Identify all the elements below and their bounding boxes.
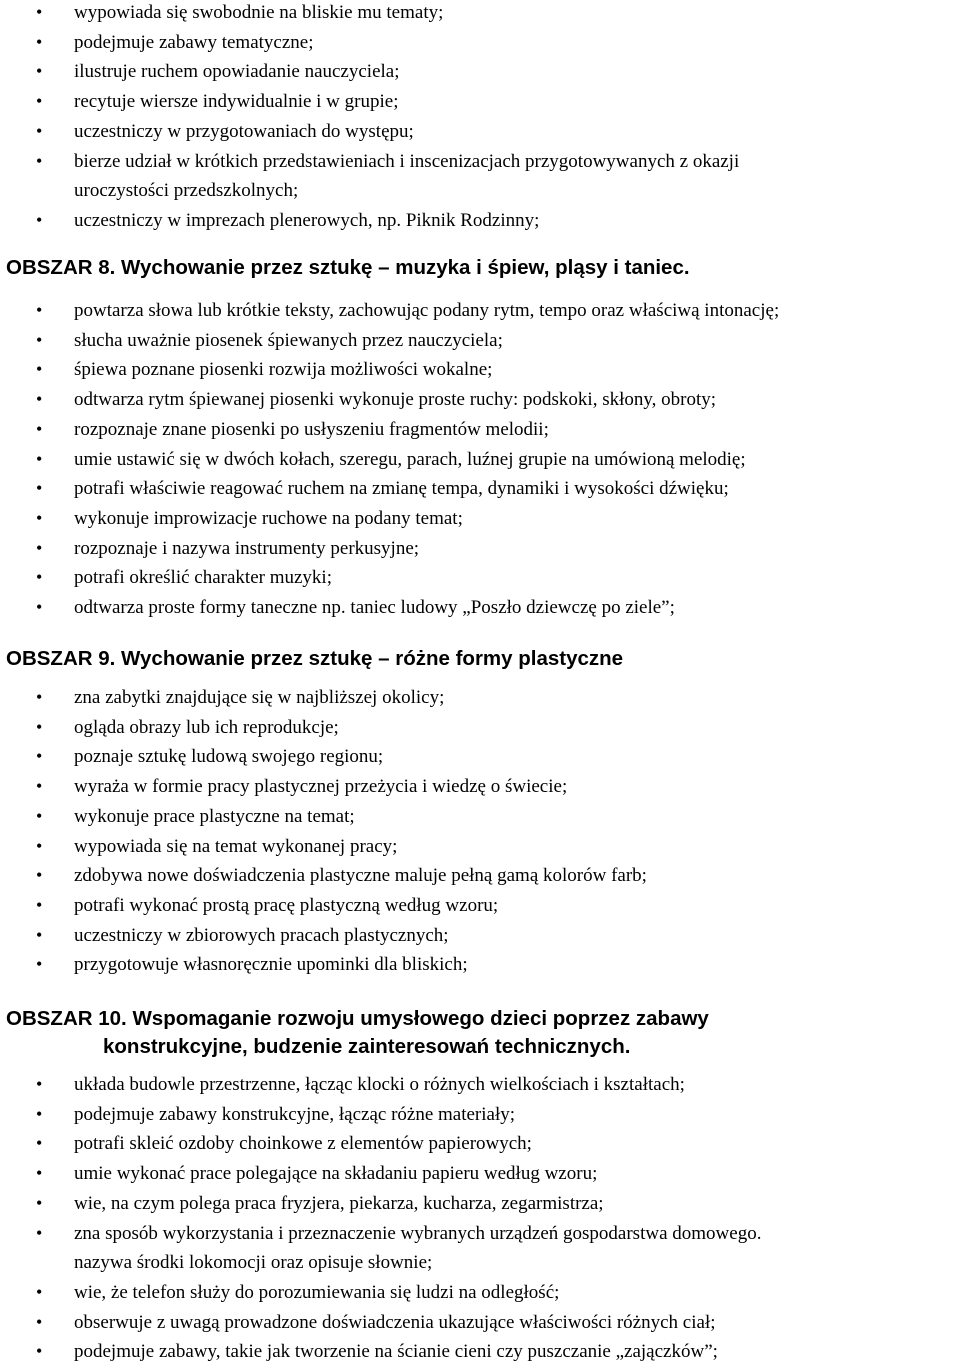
bullet-icon: • (36, 1311, 43, 1332)
list-item-text: potrafi wykonać prostą pracę plastyczną według wzoru; (74, 894, 499, 916)
bullet-icon: • (36, 746, 43, 767)
list-item (0, 385, 779, 415)
bullet-list-obszar-9 (0, 683, 647, 980)
bullet-icon: • (36, 2, 43, 22)
bullet-icon: • (36, 1281, 43, 1302)
list-item-text: recytuje wiersze indywidualnie i w grupie; (74, 91, 399, 113)
list-item-text: rozpoznaje i nazywa instrumenty perkusyjne; (74, 537, 420, 559)
list-item (0, 1189, 761, 1219)
list-item (0, 802, 647, 832)
bullet-icon: • (36, 478, 43, 499)
list-item (0, 921, 647, 951)
list-item-text: wie, że telefon służy do porozumiewania się ludzi na odległość; (74, 1281, 560, 1303)
list-item-text: śpiewa poznane piosenki rozwija możliwości wokalne; (74, 359, 493, 381)
list-item (0, 861, 647, 891)
section-heading-line: OBSZAR 10. Wspomaganie rozwoju umysłowego dzieci poprzez zabawy (6, 1007, 709, 1030)
bullet-icon: • (36, 1341, 43, 1362)
bullet-icon: • (36, 91, 43, 112)
list-item (0, 593, 779, 623)
list-item-text: rozpoznaje znane piosenki po usłyszeniu fragmentów melodii; (74, 418, 549, 440)
bullet-icon: • (36, 120, 43, 141)
list-item-text: umie wykonać prace polegające na składaniu papieru według wzoru; (74, 1163, 598, 1185)
bullet-icon: • (36, 894, 43, 915)
list-item-text: uroczystości przedszkolnych; (74, 180, 299, 202)
bullet-icon: • (36, 1074, 43, 1094)
list-item-text: podejmuje zabawy tematyczne; (74, 31, 314, 53)
bullet-icon: • (36, 835, 43, 856)
bullet-icon: • (36, 567, 43, 588)
list-item (0, 1337, 761, 1367)
list-item-text: ogląda obrazy lub ich reprodukcje; (74, 716, 339, 738)
list-item (0, 296, 779, 326)
list-item-text: potrafi skleić ozdoby choinkowe z elementów papierowych; (74, 1133, 532, 1155)
section-heading-obszar-9: OBSZAR 9. Wychowanie przez sztukę – różne formy plastyczne (6, 647, 624, 670)
list-item-text: podejmuje zabawy, takie jak tworzenie na ścianie cieni czy puszczanie „zajączków”; (74, 1341, 718, 1363)
bullet-list-obszar-8 (0, 296, 779, 623)
list-item-text: wyraża w formie pracy plastycznej przeżycia i wiedzę o świecie; (74, 776, 568, 798)
list-item-text: uczestniczy w zbiorowych pracach plastycznych; (74, 924, 449, 946)
list-item (0, 950, 647, 980)
list-item-text: uczestniczy w imprezach plenerowych, np. Piknik Rodzinny; (74, 209, 540, 231)
list-item (0, 891, 647, 921)
list-item-text: potrafi określić charakter muzyki; (74, 567, 332, 589)
bullet-icon: • (36, 150, 43, 171)
list-item (0, 415, 779, 445)
list-item (0, 474, 779, 504)
bullet-icon: • (36, 418, 43, 439)
section-heading-line: konstrukcyjne, budzenie zainteresowań technicznych. (103, 1035, 631, 1058)
list-item (0, 563, 779, 593)
list-item-text: potrafi właściwie reagować ruchem na zmianę tempa, dynamiki i wysokości dźwięku; (74, 478, 729, 500)
list-item-text: zdobywa nowe doświadczenia plastyczne maluje pełną gamą kolorów farb; (74, 865, 647, 887)
list-item (0, 1308, 761, 1338)
bullet-icon: • (36, 209, 43, 230)
list-item (0, 1070, 761, 1100)
list-item-text: ilustruje ruchem opowiadanie nauczyciela; (74, 61, 400, 83)
bullet-icon: • (36, 597, 43, 618)
list-item (0, 1129, 761, 1159)
list-item (0, 28, 739, 58)
list-item-text: zna zabytki znajdujące się w najbliższej okolicy; (74, 687, 445, 708)
bullet-icon: • (36, 954, 43, 975)
list-item-text: umie ustawić się w dwóch kołach, szeregu, parach, luźnej grupie na umówioną melodię; (74, 448, 746, 470)
list-item-text: powtarza słowa lub krótkie teksty, zachowując podany rytm, tempo oraz właściwą intonację; (74, 300, 780, 321)
list-item (0, 742, 647, 772)
list-item (0, 117, 739, 147)
list-item-text: bierze udział w krótkich przedstawieniach i inscenizacjach przygotowywanych z okazji (74, 150, 740, 172)
bullet-icon: • (36, 776, 43, 797)
list-item (0, 1219, 761, 1249)
list-item-text: wykonuje improwizacje ruchowe na podany temat; (74, 507, 463, 529)
bullet-icon: • (36, 716, 43, 737)
bullet-icon: • (36, 1222, 43, 1243)
bullet-icon: • (36, 31, 43, 52)
list-item (0, 445, 779, 475)
section-heading-obszar-8: OBSZAR 8. Wychowanie przez sztukę – muzyka i śpiew, pląsy i taniec. (6, 256, 690, 279)
bullet-icon: • (36, 865, 43, 886)
list-item-continuation (0, 1248, 761, 1278)
bullet-icon: • (36, 924, 43, 945)
list-item-text: wypowiada się swobodnie na bliskie mu tematy; (74, 2, 444, 23)
list-item-text: słucha uważnie piosenek śpiewanych przez nauczyciela; (74, 329, 503, 351)
bullet-icon: • (36, 805, 43, 826)
list-item-text: zna sposób wykorzystania i przeznaczenie wybranych urządzeń gospodarstwa domowego. (74, 1222, 762, 1244)
list-item (0, 772, 647, 802)
bullet-icon: • (36, 537, 43, 558)
list-item (0, 355, 779, 385)
bullet-icon: • (36, 507, 43, 528)
section-heading-obszar-10 (6, 1005, 709, 1061)
list-item (0, 1278, 761, 1308)
list-item-text: układa budowle przestrzenne, łącząc klocki o różnych wielkościach i kształtach; (74, 1074, 685, 1095)
list-item (0, 57, 739, 87)
bullet-icon: • (36, 1192, 43, 1213)
bullet-list-top (0, 0, 739, 236)
bullet-list-obszar-10 (0, 1070, 761, 1367)
bullet-icon: • (36, 1163, 43, 1184)
list-item-text: odtwarza rytm śpiewanej piosenki wykonuje proste ruchy: podskoki, skłony, obroty; (74, 389, 717, 411)
bullet-icon: • (36, 448, 43, 469)
list-item (0, 504, 779, 534)
list-item-text: nazywa środki lokomocji oraz opisuje słownie; (74, 1252, 433, 1274)
list-item-text: wie, na czym polega praca fryzjera, piekarza, kucharza, zegarmistrza; (74, 1192, 604, 1214)
list-item (0, 87, 739, 117)
list-item (0, 534, 779, 564)
list-item (0, 0, 739, 28)
list-item-text: przygotowuje własnoręcznie upominki dla bliskich; (74, 954, 468, 976)
bullet-icon: • (36, 1103, 43, 1124)
list-item-text: uczestniczy w przygotowaniach do występu; (74, 120, 414, 142)
list-item (0, 683, 647, 713)
list-item-text: odtwarza proste formy taneczne np. taniec ludowy „Poszło dziewczę po ziele”; (74, 597, 675, 619)
list-item (0, 832, 647, 862)
bullet-icon: • (36, 329, 43, 350)
list-item-text: wykonuje prace plastyczne na temat; (74, 805, 355, 827)
list-item-text: podejmuje zabawy konstrukcyjne, łącząc różne materiały; (74, 1103, 516, 1125)
bullet-icon: • (36, 687, 43, 707)
list-item (0, 1159, 761, 1189)
list-item-text: wypowiada się na temat wykonanej pracy; (74, 835, 398, 857)
bullet-icon: • (36, 300, 43, 320)
bullet-icon: • (36, 359, 43, 380)
bullet-icon: • (36, 61, 43, 82)
list-item-text: poznaje sztukę ludową swojego regionu; (74, 746, 384, 768)
list-item (0, 326, 779, 356)
list-item (0, 206, 739, 236)
list-item (0, 713, 647, 743)
list-item-text: obserwuje z uwagą prowadzone doświadczenia ukazujące właściwości różnych ciał; (74, 1311, 716, 1333)
list-item-continuation (0, 176, 739, 206)
bullet-icon: • (36, 389, 43, 410)
list-item (0, 147, 739, 177)
bullet-icon: • (36, 1133, 43, 1154)
list-item (0, 1100, 761, 1130)
